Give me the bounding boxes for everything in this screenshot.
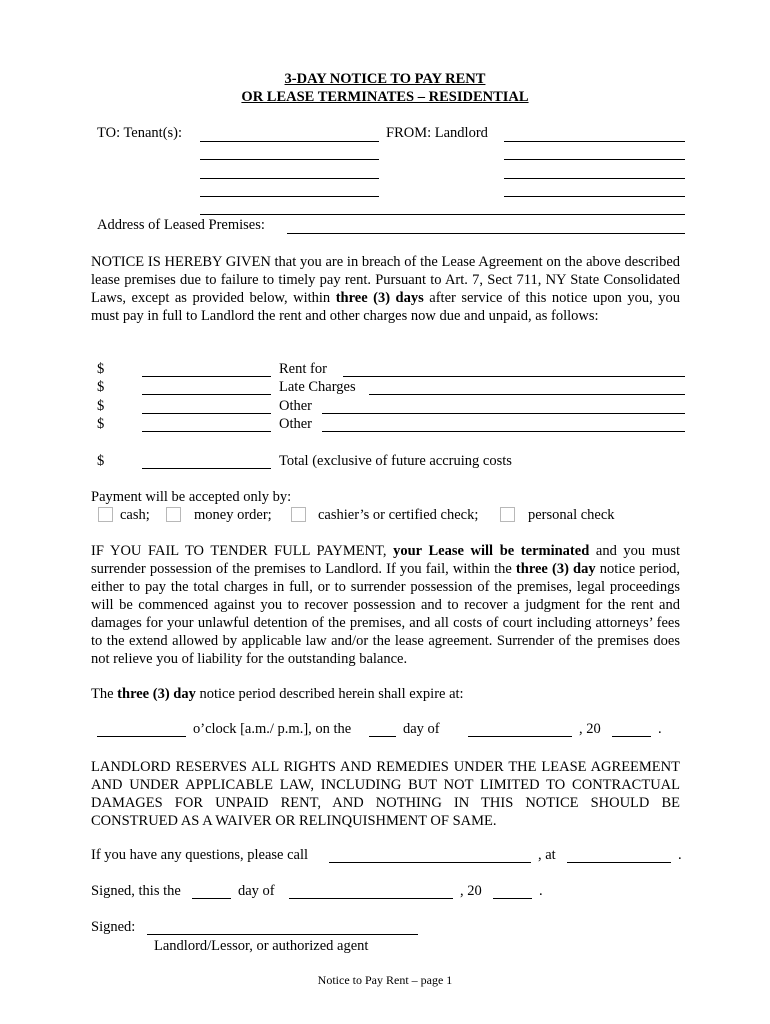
money-order-checkbox[interactable]: [166, 507, 181, 522]
tenant-name-field-1[interactable]: [200, 141, 379, 142]
reserve-rights-paragraph: LANDLORD RESERVES ALL RIGHTS AND REMEDIES UNDER THE LEASE AGREEMENT AND UNDER APPLICABLE LAW, INCLUDING BUT NOT LIMITED TO CONTRACTUAL DAMAGES FOR UNPAID RENT, AND NOTHING IN THIS NOTICE SHOULD BE CONSTRUED AS A WAIVER OR RELINQUISHMENT OF SAME.: [91, 759, 680, 829]
landlord-name-field-4[interactable]: [504, 196, 685, 197]
other-desc-field-2[interactable]: [322, 431, 685, 432]
notice-paragraph: NOTICE IS HEREBY GIVEN that you are in breach of the Lease Agreement on the above described lease premises due to failure to timely pay rent. Pursuant to Art. 7, Sect 711, NY State Consolidated Laws, except as provided below, within three (3) days after service of this notice upon you, you must pay in full to Landlord the rent and other charges now due and unpaid, as follows:: [91, 254, 680, 324]
currency-symbol: $: [97, 453, 105, 469]
tenant-name-field-3[interactable]: [200, 178, 379, 179]
personal-check-checkbox[interactable]: [500, 507, 515, 522]
charge-label-other-1: Other: [279, 398, 313, 414]
expiry-day-field[interactable]: [369, 736, 396, 737]
signed-year-field[interactable]: [493, 898, 532, 899]
payment-option-money-order: money order;: [194, 507, 272, 523]
total-label: Total (exclusive of future accruing costs: [279, 453, 512, 469]
signed-date-label: Signed, this the: [91, 883, 181, 899]
currency-symbol: $: [97, 361, 105, 377]
page-footer: Notice to Pay Rent – page 1: [317, 973, 453, 987]
payment-option-cashiers-check: cashier’s or certified check;: [318, 507, 479, 523]
questions-label: If you have any questions, please call: [91, 847, 309, 863]
expiry-oclock-label: o’clock [a.m./ p.m.], on the: [193, 721, 352, 737]
late-charges-amount-field[interactable]: [142, 394, 271, 395]
rent-period-field[interactable]: [343, 376, 685, 377]
address-field-line-2[interactable]: [287, 233, 685, 234]
landlord-name-field-2[interactable]: [504, 159, 685, 160]
cashiers-check-checkbox[interactable]: [291, 507, 306, 522]
signature-field[interactable]: [147, 934, 418, 935]
signature-label: Signed:: [91, 919, 136, 935]
tenant-name-field-4[interactable]: [200, 196, 379, 197]
expiry-time-field[interactable]: [97, 736, 186, 737]
payment-option-cash: cash;: [120, 507, 150, 523]
charge-label-rent: Rent for: [279, 361, 327, 377]
cash-checkbox[interactable]: [98, 507, 113, 522]
landlord-name-field-1[interactable]: [504, 141, 685, 142]
address-field-line-1[interactable]: [200, 214, 685, 215]
expiry-year-field[interactable]: [612, 736, 651, 737]
failure-paragraph: IF YOU FAIL TO TENDER FULL PAYMENT, your Lease will be terminated and you must surrender possession of the premises to Landlord. If you fail, within the three (3) day notice period, either to pay the total charges in full, or to surrender possession of the premises, legal proceedings will be commenced against you to recover possession and to recover a judgment for the rent and damages for your unlawful detention of the premises, and all costs of court including attorneys’ fees to the extend allowed by applicable law and/or the lease agreement. Surrender of the premises does not relieve you of liability for the outstanding balance.: [91, 543, 680, 667]
signed-date-period: .: [539, 883, 543, 899]
other-amount-field-1[interactable]: [142, 413, 271, 414]
expiry-month-field[interactable]: [468, 736, 572, 737]
page-title: 3-DAY NOTICE TO PAY RENT: [284, 71, 486, 87]
signed-day-of-label: day of: [238, 883, 275, 899]
to-tenant-label: TO: Tenant(s):: [97, 125, 183, 141]
charge-label-late: Late Charges: [279, 379, 356, 395]
signed-month-field[interactable]: [289, 898, 453, 899]
landlord-name-field-3[interactable]: [504, 178, 685, 179]
total-amount-field[interactable]: [142, 468, 271, 469]
currency-symbol: $: [97, 379, 105, 395]
payment-option-personal-check: personal check: [528, 507, 615, 523]
currency-symbol: $: [97, 416, 105, 432]
contact-phone-field[interactable]: [567, 862, 671, 863]
expiry-year-prefix: , 20: [579, 721, 601, 737]
tenant-name-field-2[interactable]: [200, 159, 379, 160]
questions-period: .: [678, 847, 682, 863]
page-subtitle: OR LEASE TERMINATES – RESIDENTIAL: [241, 89, 529, 105]
payment-label: Payment will be accepted only by:: [91, 489, 292, 505]
questions-at-label: , at: [538, 847, 556, 863]
expiry-day-of-label: day of: [403, 721, 440, 737]
signed-day-field[interactable]: [192, 898, 231, 899]
charge-label-other-2: Other: [279, 416, 313, 432]
other-amount-field-2[interactable]: [142, 431, 271, 432]
late-charges-desc-field[interactable]: [369, 394, 685, 395]
signature-caption: Landlord/Lessor, or authorized agent: [154, 938, 369, 954]
currency-symbol: $: [97, 398, 105, 414]
expiry-statement: The three (3) day notice period described herein shall expire at:: [91, 686, 464, 702]
contact-name-field[interactable]: [329, 862, 531, 863]
address-label: Address of Leased Premises:: [97, 217, 265, 233]
rent-amount-field[interactable]: [142, 376, 271, 377]
signed-year-prefix: , 20: [460, 883, 482, 899]
from-landlord-label: FROM: Landlord: [386, 125, 488, 141]
other-desc-field-1[interactable]: [322, 413, 685, 414]
expiry-period: .: [658, 721, 662, 737]
